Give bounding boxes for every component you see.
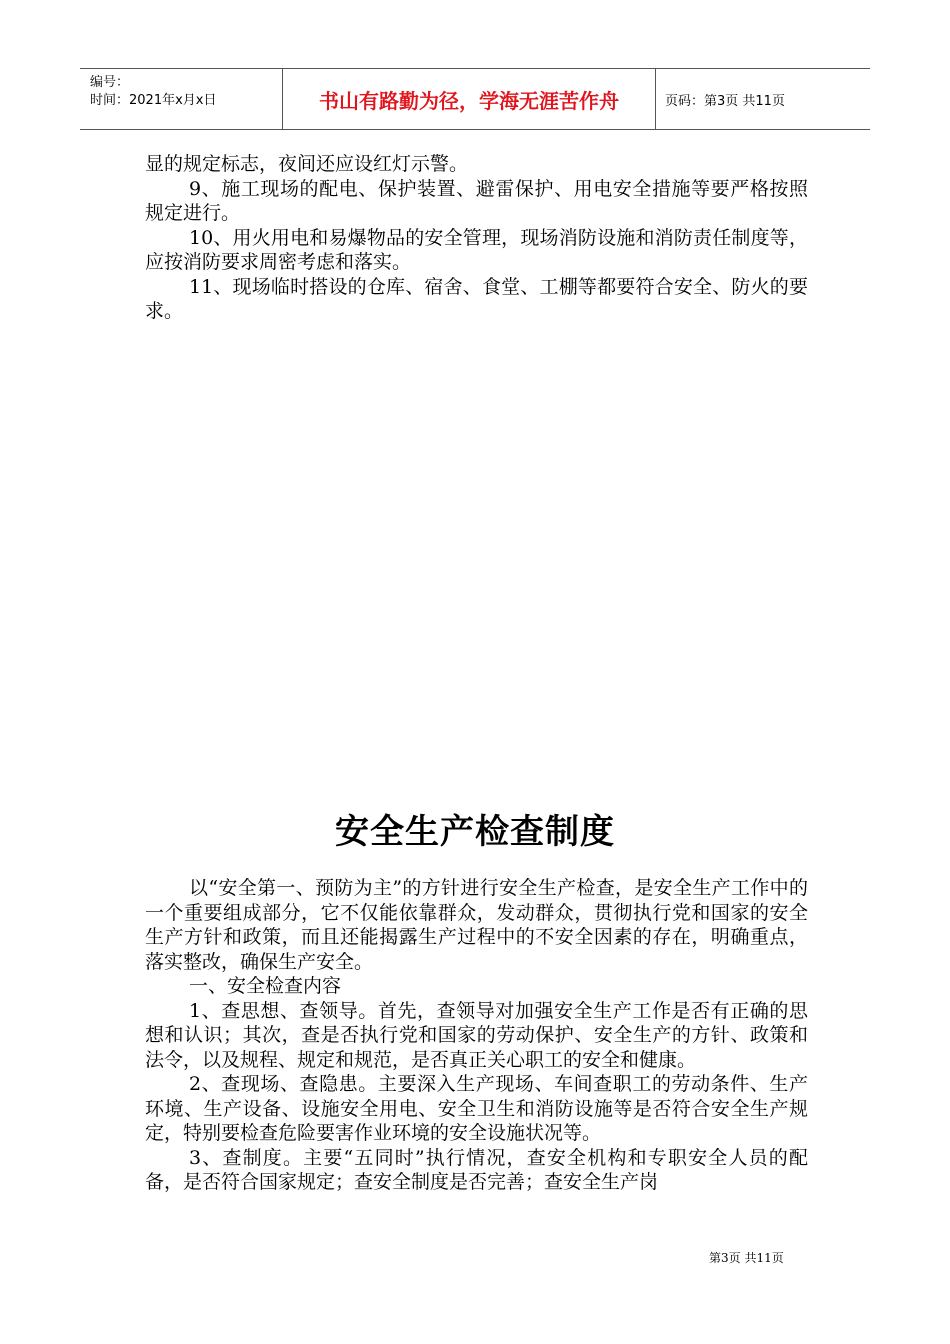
header-motto: 书山有路勤为径，学海无涯苦作舟 xyxy=(319,88,619,113)
top-text-block xyxy=(145,152,808,324)
paragraph: 10、用火用电和易爆物品的安全管理，现场消防设施和消防责任制度等，应按消防要求周密考虑和落实。 xyxy=(145,226,808,273)
document-number-label: 编号： xyxy=(90,75,130,90)
bottom-text-block xyxy=(145,876,808,1195)
paragraph: 以“安全第一、预防为主”的方针进行安全生产检查，是安全生产工作中的一个重要组成部分，它不仅能依靠群众，发动群众，贯彻执行党和国家的安全生产方针和政策，而且还能揭露生产过程中的不安全因素的存在，明确重点，落实整改，确保生产安全。 xyxy=(145,877,808,973)
header-page-cell xyxy=(655,69,870,129)
section-title: 安全生产检查制度 xyxy=(335,812,615,852)
paragraph: 1、查思想、查领导。首先，查领导对加强安全生产工作是否有正确的思想和认识；其次，查是否执行党和国家的劳动保护、安全生产的方针、政策和法令，以及规程、规定和规范，是否真正关心职工的安全和健康。 xyxy=(145,999,808,1071)
paragraph: 显的规定标志，夜间还应设红灯示警。 xyxy=(145,153,469,175)
page-footer: 第3页 共11页 xyxy=(709,1251,784,1265)
header-motto-cell xyxy=(282,69,656,129)
paragraph: 9、施工现场的配电、保护装置、避雷保护、用电安全措施等要严格按照规定进行。 xyxy=(145,177,808,224)
header-page-info: 页码：第3页 共11页 xyxy=(665,93,785,109)
page-header xyxy=(80,68,870,130)
paragraph: 11、现场临时搭设的仓库、宿舍、食堂、工棚等都要符合安全、防火的要求。 xyxy=(145,275,808,322)
paragraph: 3、查制度。主要“五同时”执行情况，查安全机构和专职安全人员的配备，是否符合国家规定；查安全制度是否完善；查安全生产岗 xyxy=(145,1146,808,1193)
document-date: 时间：2021年x月x日 xyxy=(90,93,217,108)
subheading: 一、安全检查内容 xyxy=(189,975,342,997)
paragraph: 2、查现场、查隐患。主要深入生产现场、车间查职工的劳动条件、生产环境、生产设备、设施安全用电、安全卫生和消防设施等是否符合安全生产规定，特别要检查危险要害作业环境的安全设施状况等。 xyxy=(145,1073,808,1144)
header-meta-cell xyxy=(80,69,282,129)
